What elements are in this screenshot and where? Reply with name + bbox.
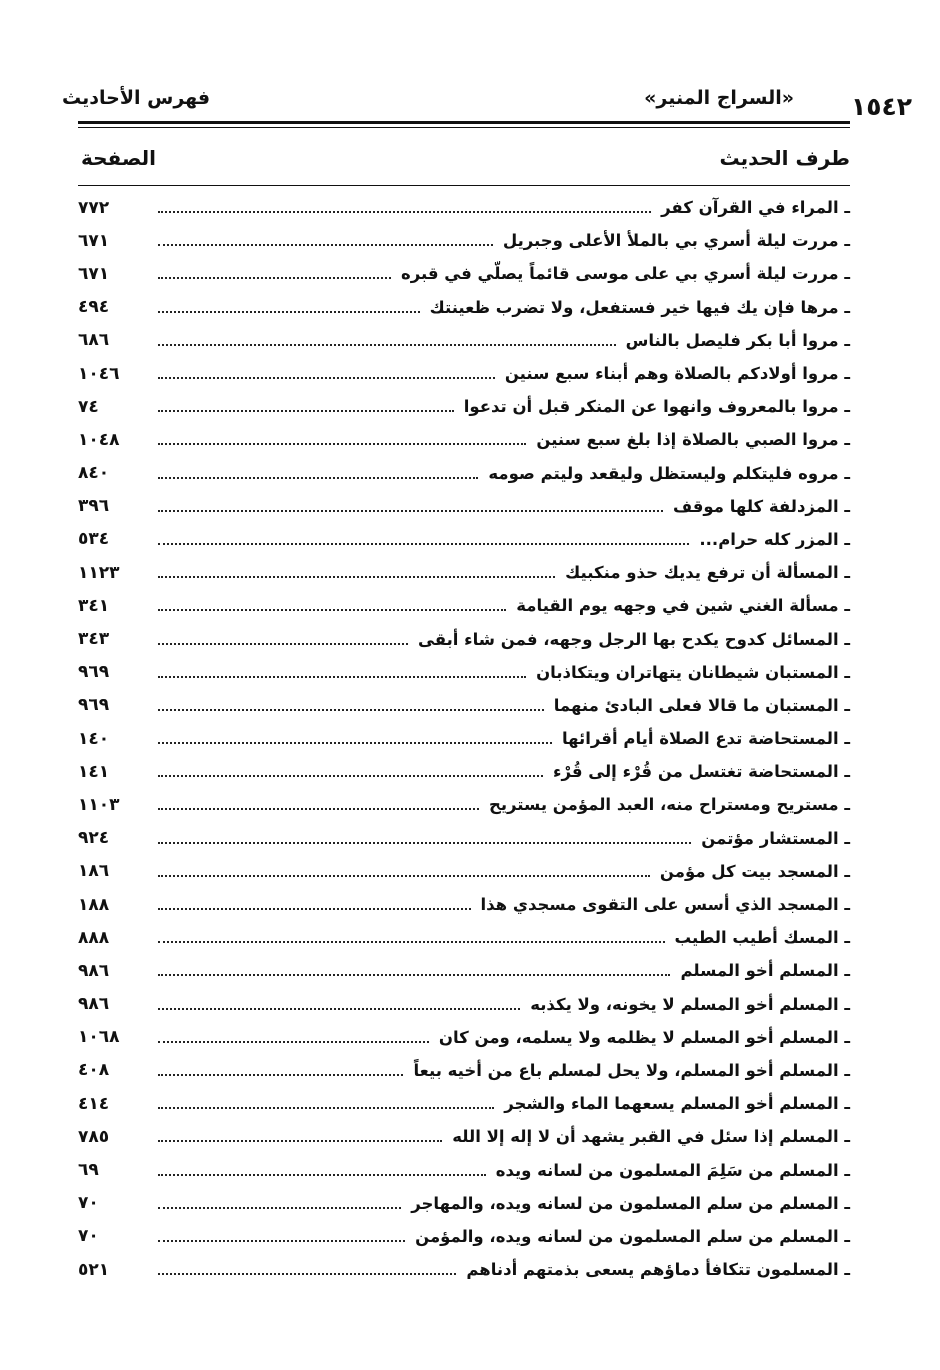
dot-leader	[158, 409, 454, 412]
hadith-text: ـ مسألة الغني شين في وجهه يوم القيامة	[516, 596, 850, 616]
dot-leader	[158, 1106, 494, 1109]
index-title: فهرس الأحاديث	[62, 87, 211, 109]
page-ref: ٩٨٦	[78, 960, 110, 981]
dot-leader	[158, 1139, 442, 1142]
dot-leader	[158, 1073, 403, 1076]
index-entry	[78, 689, 850, 722]
hadith-text: ـ المسلم أخو المسلم لا يخونه، ولا يكذبه	[530, 994, 850, 1014]
index-entry	[78, 224, 850, 257]
index-entry	[78, 622, 850, 655]
hadith-text: ـ المسجد بيت كل مؤمن	[659, 861, 850, 881]
index-entry	[78, 888, 850, 921]
page-ref: ٦٩	[78, 1160, 99, 1181]
index-entry	[78, 589, 850, 622]
index-entry	[78, 191, 850, 224]
hadith-text: ـ المزدلفة كلها موقف	[672, 496, 850, 516]
dot-leader	[158, 642, 408, 645]
dot-leader	[158, 310, 420, 313]
dot-leader	[158, 210, 651, 213]
page-ref: ٧٠	[78, 1226, 99, 1247]
dot-leader	[158, 442, 526, 445]
dot-leader	[158, 807, 479, 810]
page-ref: ١٨٨	[78, 894, 110, 915]
page-ref: ١٤٠	[78, 728, 110, 749]
index-entry	[78, 523, 850, 556]
hadith-text: ـ المسائل كدوح يكدح بها الرجل وجهه، فمن شاء أبقى	[418, 629, 850, 649]
index-entry	[78, 390, 850, 423]
hadith-text: ـ مرها فإن يك فيها خير فستفعل، ولا تضرب ظعينتك	[429, 297, 850, 317]
book-title: «السراج المنير»	[644, 87, 794, 109]
page-ref: ٨٤٠	[78, 463, 110, 484]
dot-leader	[158, 509, 663, 512]
dot-leader	[158, 907, 471, 910]
dot-leader	[158, 243, 493, 246]
index-entry	[78, 822, 850, 855]
dot-leader	[158, 940, 665, 943]
header-rule-thick	[78, 121, 850, 124]
page-ref: ١١٠٣	[78, 794, 120, 815]
page-ref: ١٠٦٨	[78, 1027, 120, 1048]
index-entry	[78, 788, 850, 821]
dot-leader	[158, 874, 650, 877]
hadith-text: ـ المسجد الذي أسس على التقوى مسجدي هذا	[480, 895, 850, 915]
index-entry	[78, 556, 850, 589]
page-column-header: الصفحة	[81, 146, 157, 170]
index-entry	[78, 722, 850, 755]
hadith-text: ـ مروا أبا بكر فليصل بالناس	[625, 330, 850, 350]
dot-leader	[158, 1173, 486, 1176]
hadith-text: ـ مررت ليلة أسري بي على موسى قائماً يصلّي في قبره	[400, 264, 850, 284]
running-header	[62, 82, 912, 121]
hadith-index-list	[78, 191, 850, 1286]
hadith-text: ـ المستحاضة تغتسل من قُرْء إلى قُرْء	[553, 762, 850, 782]
page-ref: ٧٤	[78, 396, 99, 417]
hadith-text: ـ مروه فليتكلم وليستظل وليقعد وليتم صومه	[488, 463, 850, 483]
index-entry	[78, 490, 850, 523]
hadith-text: ـ المسلم من سلم المسلمون من لسانه ويده، والمؤمن	[415, 1226, 850, 1246]
index-entry	[78, 1054, 850, 1087]
hadith-text: ـ مررت ليلة أسري بي بالملأ الأعلى وجبريل	[502, 231, 850, 251]
page-ref: ٦٧١	[78, 263, 110, 284]
dot-leader	[158, 675, 526, 678]
column-headers	[78, 146, 850, 178]
dot-leader	[158, 542, 689, 545]
page-ref: ١٤١	[78, 761, 110, 782]
index-entry	[78, 291, 850, 324]
hadith-text: ـ المسلم من سَلِمَ المسلمون من لسانه ويده	[495, 1160, 850, 1180]
index-entry	[78, 988, 850, 1021]
hadith-text: ـ المسلمون تتكافأ دماؤهم يسعى بذمتهم أدناهم	[466, 1260, 850, 1280]
index-entry	[78, 656, 850, 689]
dot-leader	[158, 973, 670, 976]
dot-leader	[158, 376, 495, 379]
page-ref: ٩٨٦	[78, 994, 110, 1015]
hadith-text: ـ المراء في القرآن كفر	[661, 198, 850, 218]
dot-leader	[158, 1239, 405, 1242]
index-entry	[78, 954, 850, 987]
dot-leader	[158, 1007, 520, 1010]
hadith-text: ـ المسلم إذا سئل في القبر يشهد أن لا إله إلا الله	[452, 1127, 850, 1147]
dot-leader	[158, 276, 391, 279]
hadith-text: ـ المستشار مؤتمن	[701, 828, 850, 848]
page-ref: ٦٨٦	[78, 330, 110, 351]
index-entry	[78, 1087, 850, 1120]
page-ref: ١١٢٣	[78, 562, 120, 583]
page-ref: ١٠٤٨	[78, 429, 120, 450]
index-entry	[78, 755, 850, 788]
page-ref: ٣٤٣	[78, 629, 110, 650]
header-rule-thin	[78, 127, 850, 128]
hadith-text: ـ المسلم أخو المسلم يسعهما الماء والشجر	[504, 1094, 850, 1114]
page-number: ١٥٤٢	[850, 92, 912, 121]
hadith-text: ـ المسألة أن ترفع يديك حذو منكبيك	[565, 563, 850, 583]
page-ref: ٥٢١	[78, 1259, 110, 1280]
page-ref: ٦٧١	[78, 230, 110, 251]
hadith-text: ـ المستحاضة تدع الصلاة أيام أقرائها	[561, 729, 850, 749]
index-entry	[78, 921, 850, 954]
hadith-text: ـ المسلم أخو المسلم، ولا يحل لمسلم باع من أخيه بيعاً	[413, 1060, 850, 1080]
dot-leader	[158, 608, 506, 611]
hadith-text: ـ مستريح ومستراح منه، العبد المؤمن يستريح	[488, 795, 850, 815]
hadith-text: ـ مروا أولادكم بالصلاة وهم أبناء سبع سنين	[504, 364, 850, 384]
page-ref: ٣٤١	[78, 595, 110, 616]
index-entry	[78, 855, 850, 888]
index-entry	[78, 1253, 850, 1286]
page-ref: ٧٨٥	[78, 1126, 110, 1147]
hadith-column-header: طرف الحديث	[719, 146, 850, 170]
index-entry	[78, 1021, 850, 1054]
page-ref: ٤٠٨	[78, 1060, 110, 1081]
page-ref: ٥٣٤	[78, 529, 110, 550]
index-entry	[78, 1153, 850, 1186]
page-ref: ٨٨٨	[78, 927, 110, 948]
hadith-text: ـ المستبان ما قالا فعلى البادئ منهما	[553, 695, 850, 715]
index-entry	[78, 423, 850, 456]
page-ref: ٣٩٦	[78, 496, 110, 517]
hadith-text: ـ المسك أطيب الطيب	[674, 928, 850, 948]
hadith-text: ـ المزر كله حرام...	[699, 529, 850, 549]
dot-leader	[158, 708, 544, 711]
hadith-text: ـ المسلم من سلم المسلمون من لسانه ويده، والمهاجر	[411, 1193, 850, 1213]
dot-leader	[158, 476, 478, 479]
dot-leader	[158, 774, 543, 777]
index-entry	[78, 1220, 850, 1253]
page-ref: ٧٧٢	[78, 197, 110, 218]
page-ref: ٤٩٤	[78, 297, 110, 318]
hadith-text: ـ مروا الصبي بالصلاة إذا بلغ سبع سنين	[536, 430, 850, 450]
dot-leader	[158, 841, 691, 844]
page-ref: ١٠٤٦	[78, 363, 120, 384]
page-ref: ٧٠	[78, 1193, 99, 1214]
hadith-text: ـ المستبان شيطانان يتهاتران ويتكاذبان	[536, 662, 850, 682]
hadith-text: ـ مروا بالمعروف وانهوا عن المنكر قبل أن تدعوا	[463, 397, 850, 417]
index-entry	[78, 324, 850, 357]
column-header-rule	[78, 185, 850, 186]
page-ref: ٩٦٩	[78, 695, 110, 716]
dot-leader	[158, 575, 555, 578]
index-entry	[78, 1187, 850, 1220]
dot-leader	[158, 343, 616, 346]
index-entry	[78, 1120, 850, 1153]
page-ref: ٩٢٤	[78, 828, 110, 849]
index-entry	[78, 357, 850, 390]
page-ref: ١٨٦	[78, 861, 110, 882]
dot-leader	[158, 741, 552, 744]
dot-leader	[158, 1272, 456, 1275]
index-entry	[78, 457, 850, 490]
page-ref: ٩٦٩	[78, 662, 110, 683]
hadith-text: ـ المسلم أخو المسلم	[680, 961, 850, 981]
dot-leader	[158, 1206, 401, 1209]
hadith-text: ـ المسلم أخو المسلم لا يظلمه ولا يسلمه، ومن كان	[438, 1027, 850, 1047]
page-ref: ٤١٤	[78, 1093, 110, 1114]
index-entry	[78, 257, 850, 290]
dot-leader	[158, 1040, 429, 1043]
